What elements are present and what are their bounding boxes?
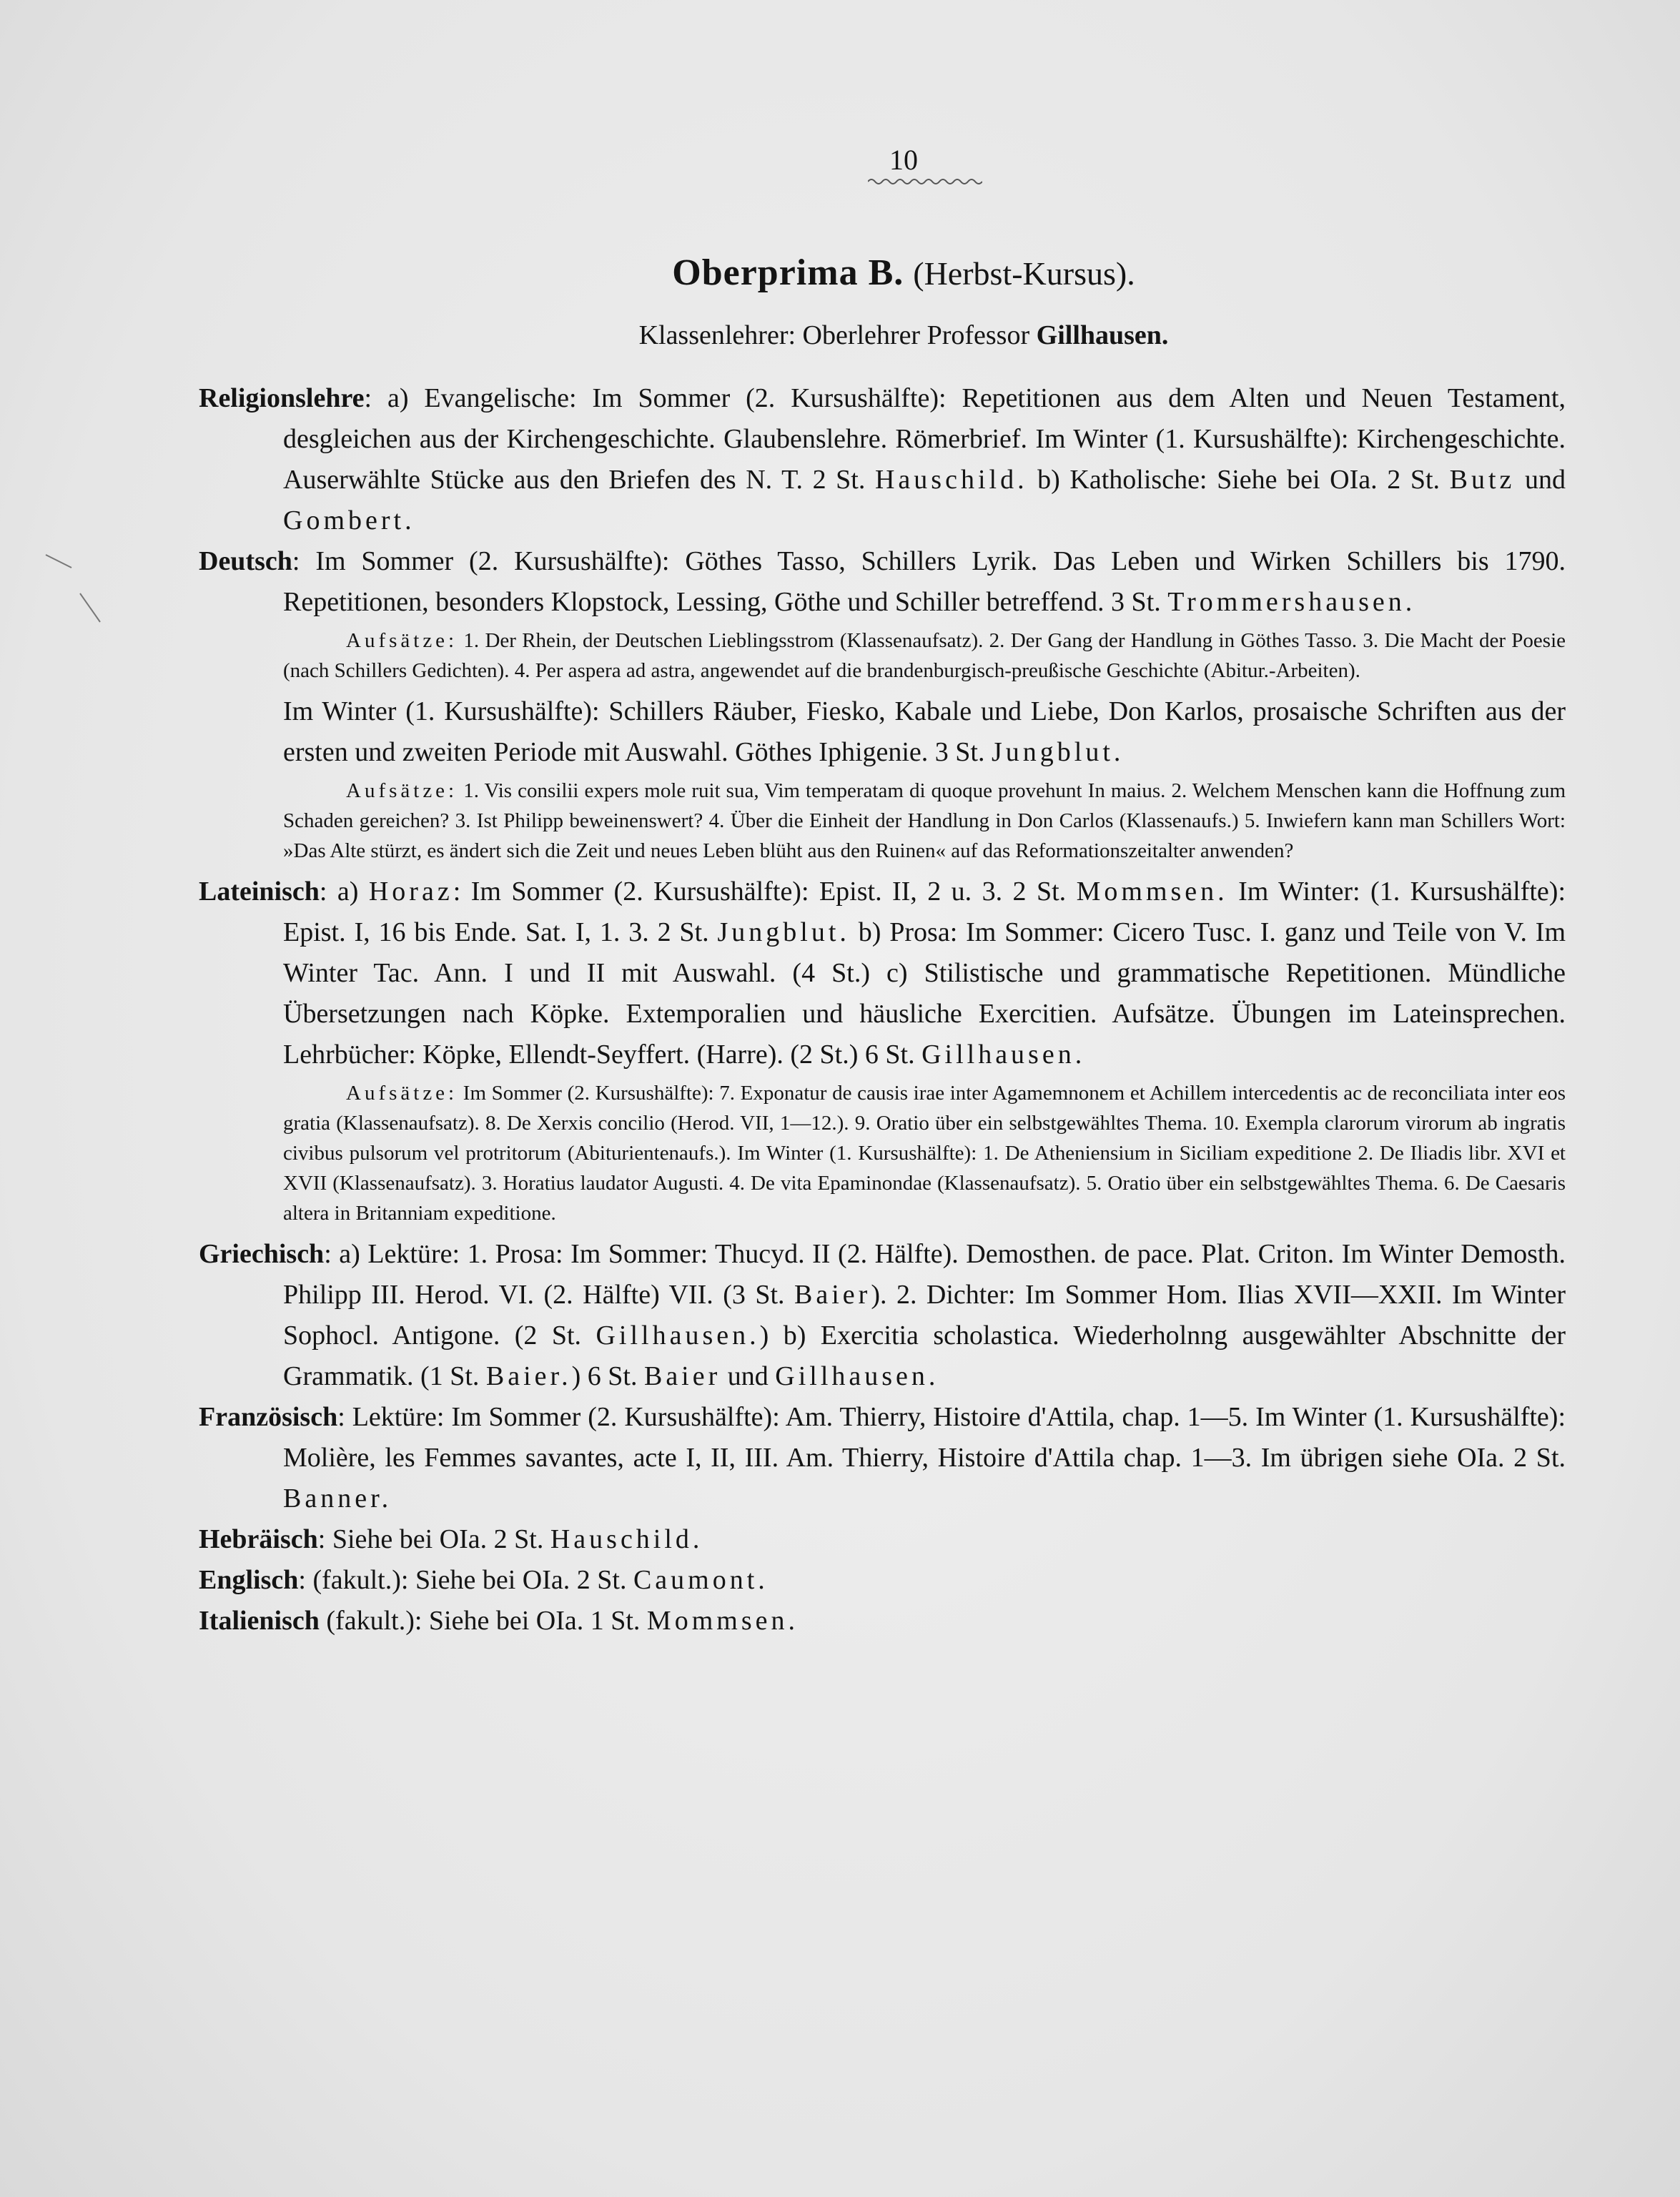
section-griechisch — [199, 1234, 1566, 1397]
section-text: : Im Sommer (2. Kursushälfte): Göthes Tasso, Schillers Lyrik. Das Leben und Wirken Schillers bis 1790. Repetitionen, besonders Klopstock, Lessing, Göthe und Schiller betreffend. 3 St. — [283, 546, 1566, 617]
section-text: ). 2. Dichter: Im Sommer Hom. Ilias XVII—XXII. Im Winter Sophocl. Antigone. (2 St. — [283, 1280, 1566, 1351]
class-title: Oberprima B. — [672, 252, 904, 293]
teacher-name: Gillhausen. — [596, 1320, 760, 1351]
section-deutsch — [199, 541, 1566, 623]
teacher-name: Hauschild. — [550, 1524, 703, 1554]
teacher-name: Gombert. — [283, 505, 415, 535]
section-heading: Italienisch — [199, 1606, 320, 1636]
teacher-name: Baier — [794, 1280, 871, 1310]
essay-topics-latein — [199, 1078, 1566, 1228]
author-name: Horaz — [368, 877, 453, 907]
class-subtitle: (Herbst-Kursus). — [913, 255, 1135, 292]
section-text: : a) Evangelische: Im Sommer (2. Kursushälfte): Repetitionen aus dem Alten und Neuen Testament, desgleichen aus der Kirchengeschichte. Glaubenslehre. Römerbrief. Im Winter (1. Kursushälfte): Kirchengeschichte. Auserwählte Stücke aus den Briefen des N. T. 2 St. — [283, 383, 1566, 495]
essay-label: Aufsätze: — [346, 779, 458, 802]
section-text: : a) — [319, 877, 359, 907]
teacher-prefix: Klassenlehrer: Oberlehrer Professor — [638, 320, 1030, 350]
essay-topics-summer — [199, 626, 1566, 686]
page-title — [242, 250, 1566, 297]
section-religion — [199, 378, 1566, 541]
teacher-name: Gillhausen. — [775, 1361, 939, 1391]
teacher-name: Hauschild. — [874, 465, 1028, 495]
teacher-name: Gillhausen. — [1036, 320, 1169, 350]
teacher-name: Jungblut. — [717, 917, 850, 947]
page-number-ornament — [868, 177, 982, 186]
conjunction: und — [1525, 465, 1566, 495]
section-latein — [199, 872, 1566, 1075]
page-number: 10 — [889, 144, 918, 176]
teacher-name: Gillhausen. — [921, 1040, 1086, 1070]
section-text: : (fakult.): Siehe bei OIa. 2 St. — [298, 1565, 627, 1595]
essay-text: 1. Vis consilii expers mole ruit sua, Vim temperatam di quoque provehunt In maius. 2. Welchem Menschen kann die Hoffnung zum Schaden gereichen? 3. Ist Philipp beweinenswert? 4. Über die Einheit der Handlung in Don Carlos (Klassenaufs.) 5. Inwiefern kann man Schillers Wort: »Das Alte stürzt, es ändert sich die Zeit und neues Leben blüht aus den Ruinen« auf das Reformationszeitalter anwenden? — [283, 779, 1566, 862]
essay-label: Aufsätze: — [346, 629, 458, 652]
section-heading: Deutsch — [199, 546, 292, 576]
teacher-name: Baier. — [485, 1361, 572, 1391]
section-deutsch-winter — [199, 691, 1566, 773]
section-text: ) 6 St. — [571, 1361, 638, 1391]
section-text: ) b) Exercitia scholastica. Wiederholnng ausgewählter Abschnitte der Grammatik. (1 St. — [283, 1320, 1566, 1391]
section-heading: Lateinisch — [199, 877, 320, 907]
teacher-name: Banner. — [283, 1483, 392, 1514]
teacher-name: Jungblut. — [992, 737, 1125, 767]
essay-label: Aufsätze: — [346, 1082, 458, 1105]
section-franz — [199, 1397, 1566, 1519]
section-heading: Französisch — [199, 1402, 338, 1432]
section-text: : Lektüre: Im Sommer (2. Kursushälfte): Am. Thierry, Histoire d'Attila, chap. 1—5. Im Winter (1. Kursushälfte): Molière, les Femmes savantes, acte I, II, III. Am. Thierry, Histoire d'Attila chap. 1—3. Im übrigen siehe OIa. 2 St. — [283, 1402, 1566, 1473]
teacher-name: Mommsen. — [646, 1606, 799, 1636]
section-ital — [199, 1601, 1566, 1641]
teacher-name: Caumont. — [633, 1565, 769, 1595]
section-text: : a) Lektüre: 1. Prosa: Im Sommer: Thucyd. II (2. Hälfte). Demosthen. de pace. Plat. Criton. Im Winter Demosth. Philipp III. Herod. VI. (2. Hälfte) VII. (3 St. — [283, 1239, 1566, 1310]
section-text: (fakult.): Siehe bei OIa. 1 St. — [319, 1606, 641, 1636]
section-engl — [199, 1560, 1566, 1601]
section-hebr — [199, 1519, 1566, 1560]
teacher-name: Butz — [1449, 465, 1516, 495]
section-text: b) Katholische: Siehe bei OIa. 2 St. — [1037, 465, 1441, 495]
essay-text: Im Sommer (2. Kursushälfte): 7. Exponatur de causis irae inter Agamemnonem et Achillem intercedentis ac de reconciliata inter eos gratia (Klassenaufsatz). 8. De Xerxis concilio (Herod. VII, 1—12.). 9. Oratio über ein selbstgewähltes Thema. 10. Exempla clarorum virorum ab ingratis civibus pulsorum vel protritorum (Abiturientenaufs.). Im Winter (1. Kursushälfte): 1. De Atheniensium in Siciliam expeditione 2. De Iliadis libr. XVI et XVII (Klassenaufsatz). 3. Horatius laudator Augusti. 4. De vita Epaminondae (Klassenaufsatz). 5. Oratio über ein selbstgewähltes Thema. 6. De Caesaris altera in Britanniam expeditione. — [283, 1082, 1566, 1225]
page-content — [199, 143, 1566, 1641]
section-heading: Hebräisch — [199, 1524, 318, 1554]
essay-topics-winter — [199, 776, 1566, 866]
conjunction: und — [727, 1361, 769, 1391]
teacher-name: Trommershausen. — [1167, 587, 1416, 617]
section-heading: Englisch — [199, 1565, 299, 1595]
section-heading: Griechisch — [199, 1239, 325, 1269]
class-teacher-line — [242, 318, 1566, 352]
essay-text: 1. Der Rhein, der Deutschen Lieblingsstrom (Klassenaufsatz). 2. Der Gang der Handlung in Göthes Tasso. 3. Die Macht der Poesie (nach Schillers Gedichten). 4. Per aspera ad astra, angewendet auf die brandenburgisch-preußische Geschichte (Abitur.-Arbeiten). — [283, 629, 1566, 682]
section-text: : Siehe bei OIa. 2 St. — [317, 1524, 544, 1554]
section-text: : Im Sommer (2. Kursushälfte): Epist. II, 2 u. 3. 2 St. — [453, 877, 1067, 907]
section-text: b) Prosa: Im Sommer: Cicero Tusc. I. ganz und Teile von V. Im Winter Tac. Ann. I und II mit Auswahl. (4 St.) c) Stilistische und grammatische Repetitionen. Mündliche Übersetzungen nach Köpke. Extemporalien und häusliche Exercitien. Aufsätze. Übungen im Lateinsprechen. Lehrbücher: Köpke, Ellendt-Seyffert. (Harre). (2 St.) 6 St. — [283, 917, 1566, 1070]
margin-pencil-mark — [43, 551, 107, 629]
section-text: Im Winter: (1. Kursushälfte): Epist. I, 16 bis Ende. Sat. I, 1. 3. 2 St. — [283, 877, 1566, 947]
teacher-name: Baier — [643, 1361, 721, 1391]
section-heading: Religionslehre — [199, 383, 365, 413]
teacher-name: Mommsen. — [1076, 877, 1228, 907]
section-text: Im Winter (1. Kursushälfte): Schillers Räuber, Fiesko, Kabale und Liebe, Don Karlos, prosaische Schriften aus der ersten und zweiten Periode mit Auswahl. Göthes Iphigenie. 3 St. — [283, 696, 1566, 767]
